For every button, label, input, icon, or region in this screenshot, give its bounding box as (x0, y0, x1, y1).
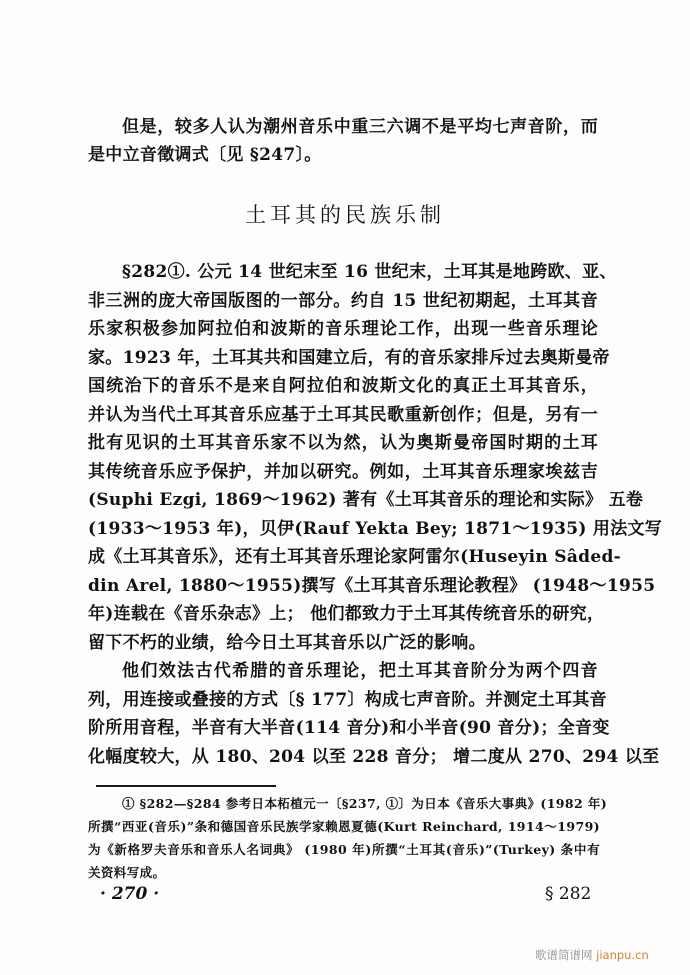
paragraph-1-line-4: 家。1923 年，土耳其共和国建立后，有的音乐家排斥过去奥斯曼帝 (88, 347, 610, 368)
footnote-divider (96, 785, 276, 787)
paragraph-1-line-14: 留下不朽的业绩，给今日土耳其音乐以广泛的影响。 (88, 632, 486, 653)
watermark (535, 946, 649, 964)
watermark-site-name: 歌谱简谱网 (535, 948, 593, 962)
paragraph-1-line-1: §282①. 公元 14 世纪末至 16 世纪末，土耳其是地跨欧、亚、 (122, 262, 617, 282)
intro-paragraph-line-1: 但是，较多人认为潮州音乐中重三六调不是平均七声音阶，而 (122, 117, 598, 137)
footnote-line-2: 所撰“西亚(音乐)”条和德国音乐民族学家赖恩夏德(Kurt Reinchard, 1914～1979) (88, 819, 600, 834)
watermark-domain: jianpu.cn (596, 948, 649, 962)
footnote-line-3: 为《新格罗夫音乐和音乐人名词典》 (1980 年)所撰“土耳其(音乐)”(Turkey) 条中有 (88, 842, 600, 857)
paragraph-1-line-9: (Suphi Ezgi, 1869～1962) 著有《土耳其音乐的理论和实际》 五卷 (88, 490, 644, 510)
paragraph-2-line-1: 他们效法古代希腊的音乐理论，把土耳其音阶分为两个四音 (122, 661, 598, 681)
paragraph-1-line-10: (1933～1953 年)，贝伊(Rauf Yekta Bey; 1871～1935) 用法文写 (88, 518, 663, 539)
section-reference: § 282 (545, 884, 592, 904)
paragraph-1-line-2: 非三洲的庞大帝国版图的一部分。约自 15 世纪初期起，土耳其音 (88, 290, 598, 311)
page-number: · 270 · (100, 884, 160, 904)
footnote-line-4: 关资料写成。 (88, 865, 166, 880)
footnote-line-1: ① §282—§284 参考日本柘植元一〔§237, ①〕为日本《音乐大事典》(1982 年) (122, 796, 608, 811)
intro-paragraph-line-2: 是中立音徵调式〔见 §247〕。 (88, 145, 322, 165)
paragraph-1-line-5: 国统治下的音乐不是来自阿拉伯和波斯文化的真正土耳其音乐， (88, 376, 598, 396)
paragraph-2-line-3: 阶所用音程，半音有大半音(114 音分)和小半音(90 音分)；全音变 (88, 718, 610, 738)
paragraph-1-line-7: 批有见识的土耳其音乐家不以为然，认为奥斯曼帝国时期的土耳 (88, 433, 598, 453)
paragraph-1-line-13: 年)连载在《音乐杂志》上； 他们都致力于土耳其传统音乐的研究， (88, 604, 605, 624)
paragraph-2-line-4: 化幅度较大，从 180、204 以至 228 音分； 增二度从 270、294 以至 (88, 746, 660, 767)
paragraph-1-line-3: 乐家积极参加阿拉伯和波斯的音乐理论工作，出现一些音乐理论 (88, 319, 598, 339)
paragraph-1-line-11: 成《土耳其音乐》，还有土耳其音乐理论家阿雷尔(Huseyin Sâded- (88, 547, 622, 567)
section-heading: 土耳其的民族乐制 (245, 203, 445, 227)
paragraph-1-line-8: 其传统音乐应予保护，并加以研究。例如，土耳其音乐理家埃兹吉 (88, 461, 598, 482)
paragraph-2-line-2: 列，用连接或叠接的方式〔§ 177〕构成七声音阶。并测定土耳其音 (88, 689, 607, 710)
paragraph-1-line-6: 并认为当代土耳其音乐应基于土耳其民歌重新创作；但是，另有一 (88, 404, 598, 425)
paragraph-1-line-12: din Arel, 1880～1955)撰写《土耳其音乐理论教程》 (1948～1955 (88, 575, 656, 596)
